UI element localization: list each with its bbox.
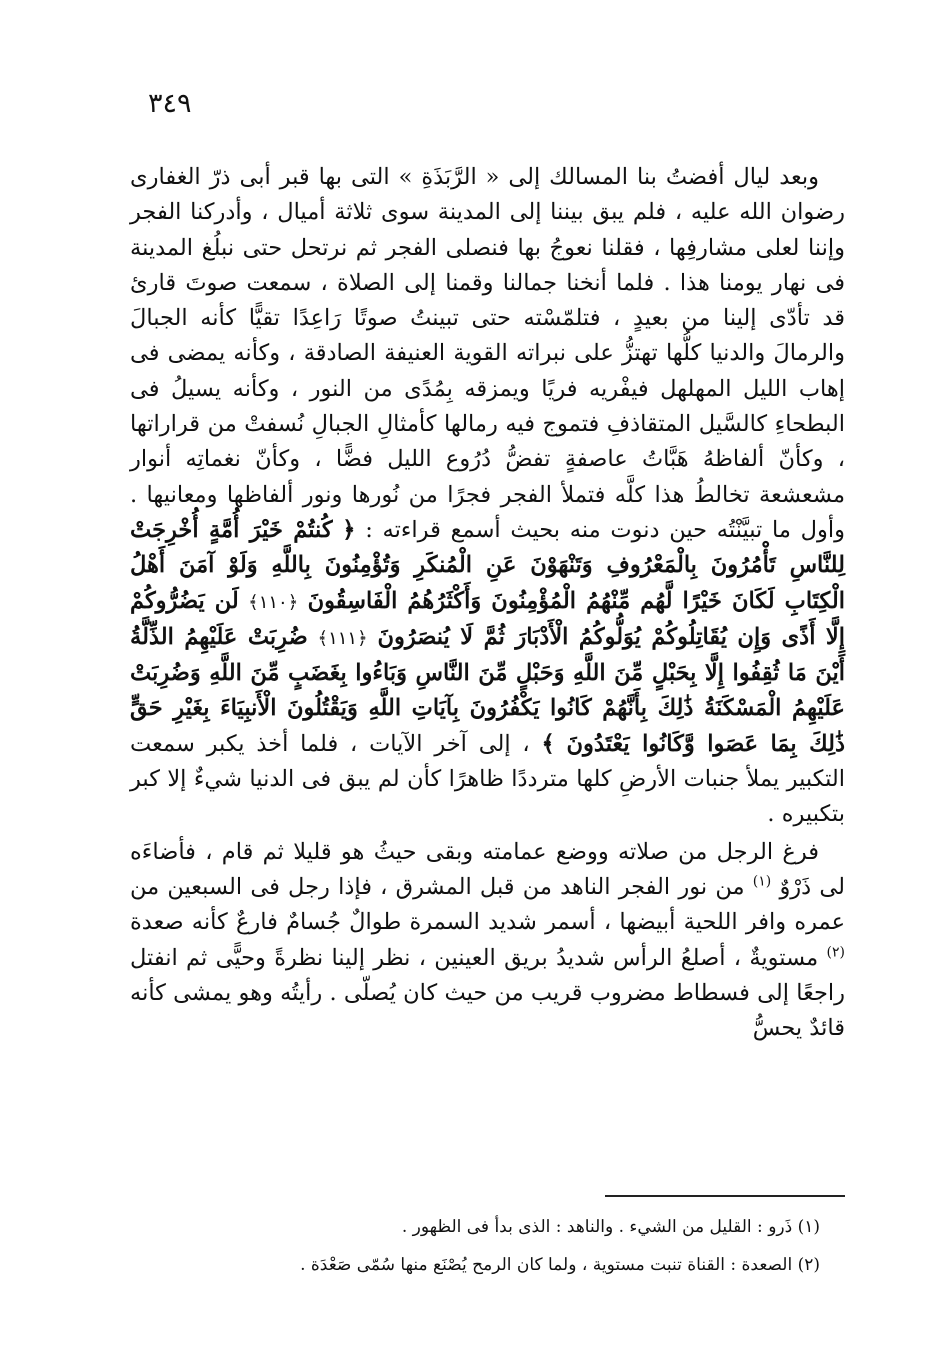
quran-verse-part-1: كُنتُمْ خَيْرَ أُمَّةٍ أُخْرِجَتْ لِلنَّاسِ تَأْمُرُونَ بِالْمَعْرُوفِ وَتَنْهَوْنَ عَنِ الْمُنكَرِ وَتُؤْمِنُونَ بِاللَّهِ وَلَوْ آمَنَ أَهْلُ الْكِتَابِ لَكَانَ خَيْرًا لَّهُم مِّنْهُمُ الْمُؤْمِنُونَ وَأَكْثَرُهُمُ الْفَاسِقُونَ xyxy=(130,516,846,614)
verse-number-110: ﴿١١٠﴾ xyxy=(248,591,299,613)
footnote-2: (٢) الصعدة : القناة تنبت مستوية ، ولما كان الرمح يُصْنَع منها سُمّى صَعْدَة . xyxy=(300,1255,820,1275)
quran-verse-part-3: ضُرِبَتْ عَلَيْهِمُ الذِّلَّةُ أَيْنَ مَا ثُقِفُوا إِلَّا بِحَبْلٍ مِّنَ اللَّهِ وَحَبْلٍ مِّنَ النَّاسِ وَبَاءُوا بِغَضَبٍ مِّنَ اللَّهِ وَضُرِبَتْ عَلَيْهِمُ الْمَسْكَنَةُ ذَٰلِكَ بِأَنَّهُمْ كَانُوا يَكْفُرُونَ بِآيَاتِ اللَّهِ وَيَقْتُلُونَ الْأَنبِيَاءَ بِغَيْرِ حَقٍّ ذَٰلِكَ بِمَا عَصَوا وَّكَانُوا يَعْتَدُونَ xyxy=(130,623,845,757)
footnote-divider xyxy=(605,1195,845,1197)
quran-verse-open-bracket: ﴿ xyxy=(342,516,356,543)
paragraph-1-text-before-verse: وبعد ليال أفضتُ بنا المسالك إلى « الرَّبَذَةِ » التى بها قبر أبى ذرّ الغفارى رضوان الله عليه ، فلم يبق بيننا إلى المدينة سوى ثلاثة أميال ، وأدركنا الفجر وإننا لعلى مشارفِها ، فقلنا نعوجُ بها فنصلى الفجر ثم نرتحل حتى نبلُغ المدينة فى نهار يومنا هذا . فلما أنخنا جمالنا وقمنا إلى الصلاة ، سمعت صوتَ قارئ قد تأدّى إلينا من بعيدٍ ، فتلمّسْته حتى تبينتُ صوتًا رَاعِدًا تقيًّا كأنه الجبالَ والرمالَ والدنيا كلُّها تهتزُّ على نبراته القوية العنيفة الصادقة ، وكأنه يمضى فى إهاب الليل المهلهل فيفْريه فريًا ويمزقه بِمُدًى من النور ، وكأنه يسيلُ فى البطحاءِ كالسَّيل المتقاذفِ فتموج فيه رمالها كأمثالِ الجبالِ نُسفتْ من قراراتها ، وكأنّ ألفاظهُ هَبَّاتُ عاصفةٍ تفضُّ دُرُوع الليل فضًّا ، وكأنّ نغماتِه أنوار مشعشعة تخالطُ هذا كلَّه فتملأ الفجر فجرًا من نُورها ونور ألفاظها ومعانيها . وأول ما تبيَّنْتُه حين دنوت منه بحيث أسمع قراءته : xyxy=(130,164,845,543)
quran-verse-part-2: لَن يَضُرُّوكُمْ إِلَّا أَذًى وَإِن يُقَاتِلُوكُمْ يُوَلُّوكُمُ الْأَدْبَارَ ثُمَّ لَا يُنصَرُونَ xyxy=(130,587,846,650)
footnotes xyxy=(140,1208,820,1284)
paragraph-2-text-1: فرغ الرجل من صلاته ووضع عمامته وبقى حيثُ هو قليلا ثم قام ، فأضاءَه لى ذَرْوٌ xyxy=(130,838,846,900)
paragraph-1 xyxy=(130,160,845,833)
footnote-1: (١) ذَرو : القليل من الشيء . والناهد : الذى بدأ فى الظهور . xyxy=(401,1217,820,1237)
quran-verse-close-bracket: ﴾ xyxy=(541,730,555,757)
footnote-ref-1[interactable]: (١) xyxy=(752,873,772,890)
paragraph-2-text-2: من نور الفجر الناهد من قبل المشرق ، فإذا رجل فى السبعين من عمره وافر اللحية أبيضها ، أسمر شديد السمرة طوالٌ جُسامٌ فارعٌ كأنه صعدة xyxy=(130,873,845,936)
paragraph-2-text-3: مستويةٌ ، أصلعُ الرأس شديدُ بريق العينين ، نظر إلينا نظرةً وحيًّى ثم انفتل راجعًا إلى فسطاط مضروب قريب من حيث كان يُصلّى . رأيتُه وهو يمشى كأنه قائدٌ يحسُّ xyxy=(130,944,845,1042)
paragraph-2 xyxy=(130,835,845,1047)
body-text xyxy=(130,160,845,1046)
footnote-ref-2[interactable]: (٢) xyxy=(826,944,845,961)
page-number: ٣٤٩ xyxy=(148,88,192,119)
paragraph-1-text-after-verse: ، إلى آخر الآيات ، فلما أخذ يكبر سمعت التكبير يملأ جنبات الأرضِ كلها مترددًا ظاهرًا كأن لم يبق فى الدنيا شيءٌ إلا كبر بتكبيره . xyxy=(130,730,845,828)
verse-number-111: ﴿١١١﴾ xyxy=(317,627,368,649)
